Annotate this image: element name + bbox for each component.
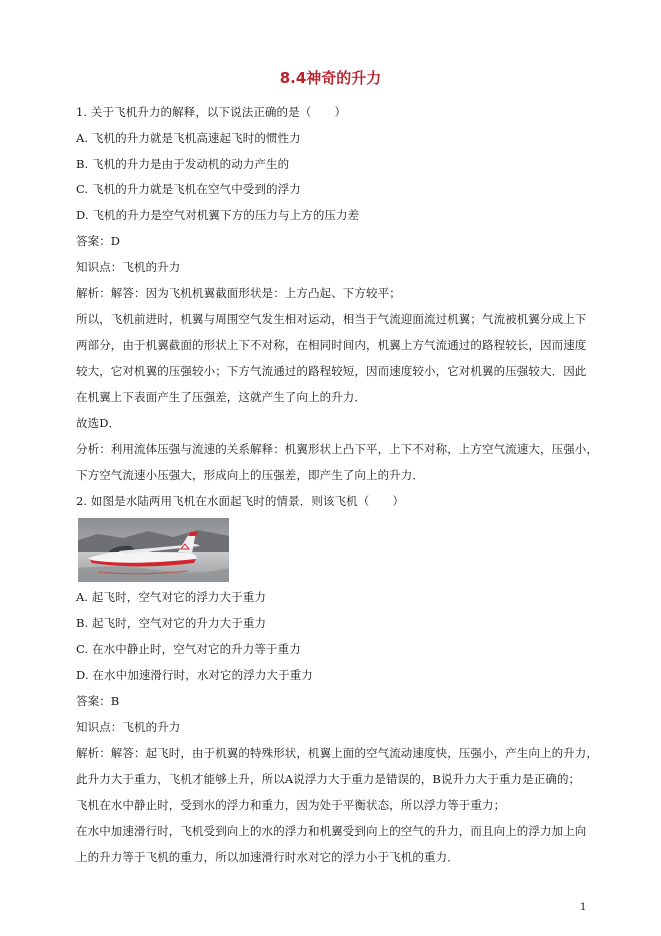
q2-analysis-line: 此升力大于重力，飞机才能够上升，所以A说浮力大于重力是错误的，B说升力大于重力是正确的； bbox=[76, 772, 581, 786]
q1-analysis-line: 在机翼上下表面产生了压强差，这就产生了向上的升力． bbox=[76, 390, 366, 404]
q2-analysis-line: 在水中加速滑行时，飞机受到向上的水的浮力和机翼受到向上的空气的升力，而且向上的浮力加上向 bbox=[76, 824, 587, 838]
q1-option-a: A. 飞机的升力就是飞机高速起飞时的惯性力 bbox=[76, 131, 301, 145]
q1-analysis-line: 所以，飞机前进时，机翼与周围空气发生相对运动，相当于气流迎面流过机翼；气流被机翼分成上下 bbox=[76, 312, 587, 326]
q2-stem: 2. 如图是水陆两用飞机在水面起飞时的情景．则该飞机（ ） bbox=[76, 494, 405, 508]
q2-analysis-line: 解析：解答：起飞时，由于机翼的特殊形状，机翼上面的空气流动速度快，压强小，产生向上的升力， bbox=[76, 746, 598, 760]
q1-option-b: B. 飞机的升力是由于发动机的动力产生的 bbox=[76, 157, 290, 171]
seaplane-photo bbox=[78, 518, 229, 582]
q1-analysis-line: 两部分，由于机翼截面的形状上下不对称，在相同时间内，机翼上方气流通过的路程较长，因而速度 bbox=[76, 338, 587, 352]
q2-knowledge-point: 知识点：飞机的升力 bbox=[76, 720, 181, 734]
q2-answer: 答案：B bbox=[76, 694, 120, 708]
q2-analysis-line: 上的升力等于飞机的重力，所以加速滑行时水对它的浮力小于飞机的重力． bbox=[76, 850, 459, 864]
q2-analysis-line: 飞机在水中静止时，受到水的浮力和重力，因为处于平衡状态，所以浮力等于重力； bbox=[76, 798, 506, 812]
q1-answer: 答案：D bbox=[76, 234, 121, 248]
q1-knowledge-point: 知识点：飞机的升力 bbox=[76, 260, 181, 274]
q1-analysis-line: 较大，它对机翼的压强较小；下方气流通过的路程较短，因而速度较小，它对机翼的压强较大．因此 bbox=[76, 364, 587, 378]
q2-option-c: C. 在水中静止时，空气对它的升力等于重力 bbox=[76, 642, 301, 656]
q1-reasoning-line: 分析：利用流体压强与流速的关系解释：机翼形状上凸下平，上下不对称，上方空气流速大，压强小， bbox=[76, 442, 598, 456]
q2-option-d: D. 在水中加速滑行时，水对它的浮力大于重力 bbox=[76, 668, 313, 682]
q1-stem: 1. 关于飞机升力的解释，以下说法正确的是（ ） bbox=[76, 105, 347, 119]
q2-option-b: B. 起飞时，空气对它的升力大于重力 bbox=[76, 616, 267, 630]
q1-analysis-line: 解析：解答：因为飞机机翼截面形状是：上方凸起、下方较平； bbox=[76, 286, 401, 300]
q1-reasoning-line: 下方空气流速小压强大，形成向上的压强差，即产生了向上的升力． bbox=[76, 468, 424, 482]
page-number: 1 bbox=[580, 902, 587, 913]
q2-option-a: A. 起飞时，空气对它的浮力大于重力 bbox=[76, 590, 266, 604]
q1-option-d: D. 飞机的升力是空气对机翼下方的压力与上方的压力差 bbox=[76, 208, 360, 222]
page-title: 8.4神奇的升力 bbox=[279, 69, 382, 87]
q1-option-c: C. 飞机的升力就是飞机在空气中受到的浮力 bbox=[76, 182, 301, 196]
q1-choice-line: 故选D． bbox=[76, 416, 121, 430]
